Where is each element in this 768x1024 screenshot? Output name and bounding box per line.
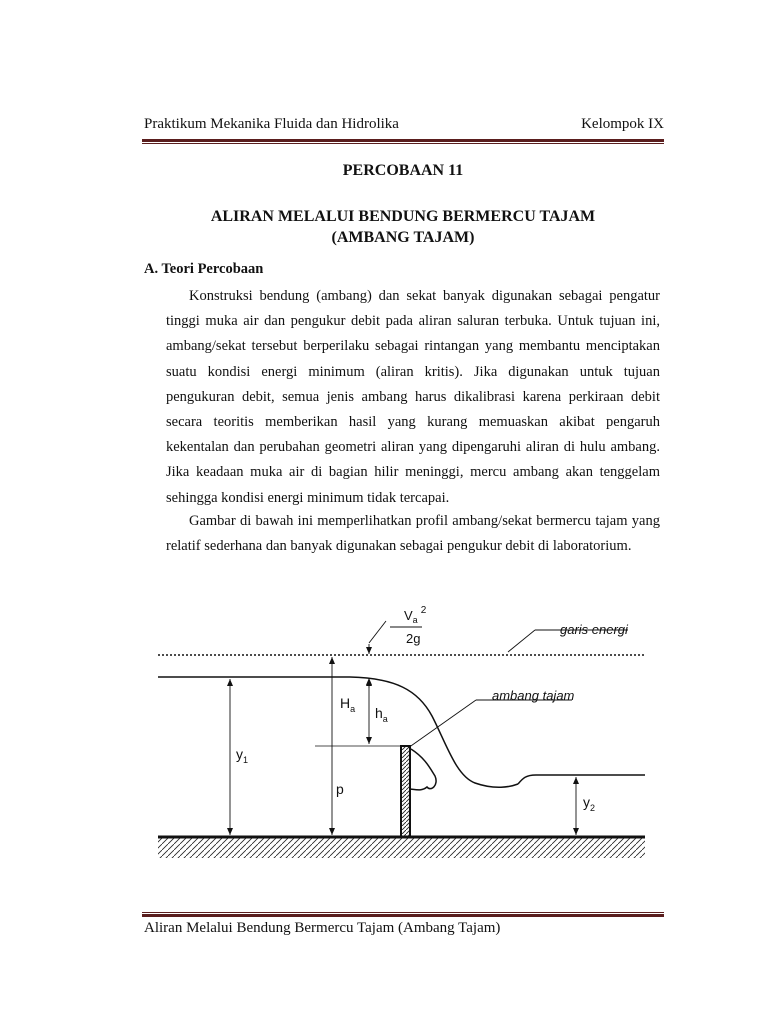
energy-label-leader [508,630,535,652]
weir-plate [401,746,410,837]
formula-denominator: 2g [406,631,421,646]
paragraph-figure-intro: Gambar di bawah ini memperlihatkan profil ambang/sekat bermercu tajam yang relatif sederhana dan banyak digunakan sebagai pengukur debit di laboratorium. [166,513,660,555]
weir-label-leader [408,700,476,748]
paragraph-theory: Konstruksi bendung (ambang) dan sekat banyak digunakan sebagai pengatur tinggi muka air dan pengukur debit pada aliran saluran terbuka. Untuk tujuan ini, ambang/sekat tersebut berperilaku sebagai rintangan yang membantu menciptakan suatu kondisi energi minimum (aliran kritis). Jika digunakan untuk tujuan pengukuran debit, semua jenis ambang harus dikalibrasi karena perkiraan debit secara teoritis memberikan hasil yang kurang memuaskan akibat pengaruh kekentalan dan perubahan geometri aliran yang dipengaruhi aliran di hulu ambang. Jika keadaan muka air di bagian hilir meninggi, mercu ambang akan tenggelam sehingga kondisi energi minimum tidak tercapai. [166,288,660,506]
label-y1: $y_1$ [236,746,249,765]
header-rule-thin [142,143,664,144]
page-header [144,116,664,133]
label-ha: $h_a$ [375,705,388,724]
label-Ha: $H_a$ [340,695,356,714]
header-course-title: Praktikum Mekanika Fluida dan Hidrolika [144,116,399,132]
footer-rule-thick [142,914,664,917]
experiment-title-line2: (AMBANG TAJAM) [331,229,475,246]
header-group-label: Kelompok IX [581,116,664,132]
ground-hatch [158,838,645,858]
nappe-underside [409,749,436,790]
label-garis-energi: garis energi [560,622,628,637]
page-footer: Aliran Melalui Bendung Bermercu Tajam (Ambang Tajam) [144,920,501,936]
sharp-crested-weir-diagram [150,598,655,870]
header-rule-thick [142,139,664,142]
label-ambang-tajam: ambang tajam [492,688,575,703]
formula-numerator: $V_a^2$ [404,605,427,625]
section-heading: A. Teori Percobaan [144,261,264,277]
experiment-title-line1: ALIRAN MELALUI BENDUNG BERMERCU TAJAM [210,208,596,225]
experiment-title [142,206,664,248]
upstream-water-surface [158,677,518,787]
label-p: p [336,781,344,797]
velocity-head-leader [369,621,386,643]
downstream-water-surface [518,775,645,784]
experiment-number-title: PERCOBAAN 11 [342,162,464,179]
footer-rule-thin [142,912,664,913]
label-y2: $y_2$ [583,794,596,813]
